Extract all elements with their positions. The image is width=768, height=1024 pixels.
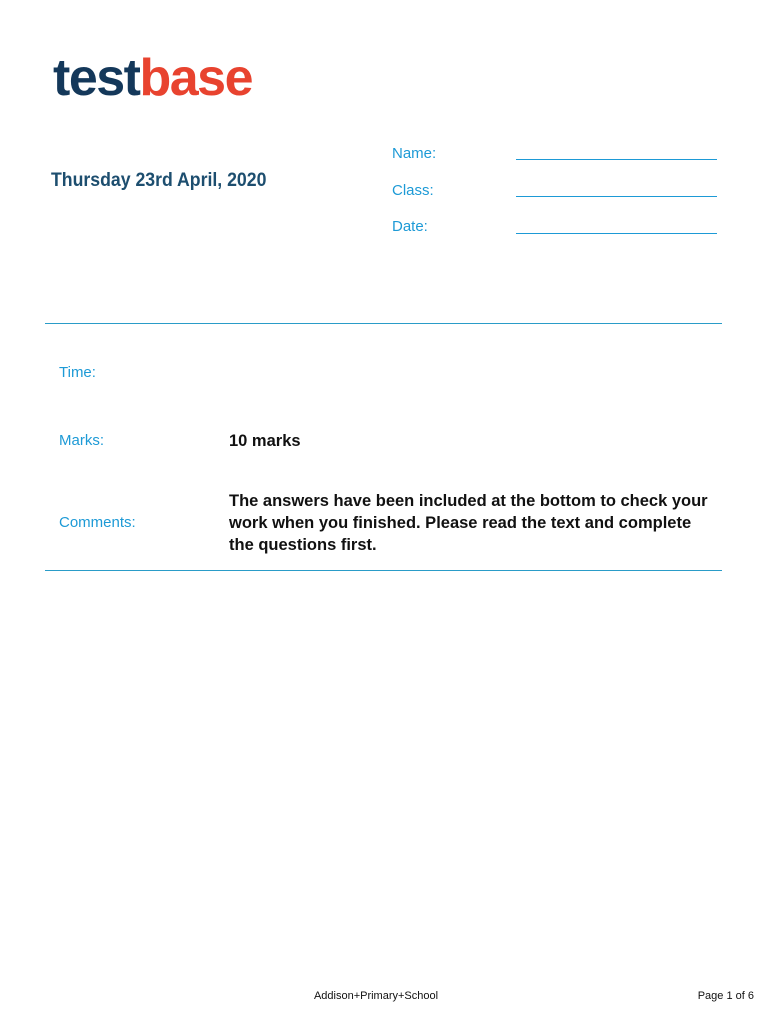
footer-school-name: Addison+Primary+School [313, 990, 439, 1002]
name-label: Name: [392, 145, 437, 162]
comments-value: The answers have been included at the bottom to check your work when you finished. Please read the text and complete the questions first. [229, 492, 708, 554]
logo-part-base: base [139, 49, 253, 107]
marks-label: Marks: [59, 432, 104, 449]
bottom-divider [45, 570, 722, 571]
name-line [516, 159, 717, 160]
time-label: Time: [59, 364, 96, 381]
testbase-logo [53, 49, 253, 107]
footer-page-number: Page 1 of 6 [697, 990, 754, 1002]
class-line [516, 196, 717, 197]
date-line [516, 233, 717, 234]
date-label: Date: [392, 218, 428, 235]
marks-value: 10 marks [229, 432, 301, 450]
top-divider [45, 323, 722, 324]
logo-part-test: test [53, 49, 140, 107]
class-label: Class: [392, 182, 434, 199]
comments-label: Comments: [59, 514, 136, 531]
page-date-title: Thursday 23rd April, 2020 [51, 170, 267, 191]
